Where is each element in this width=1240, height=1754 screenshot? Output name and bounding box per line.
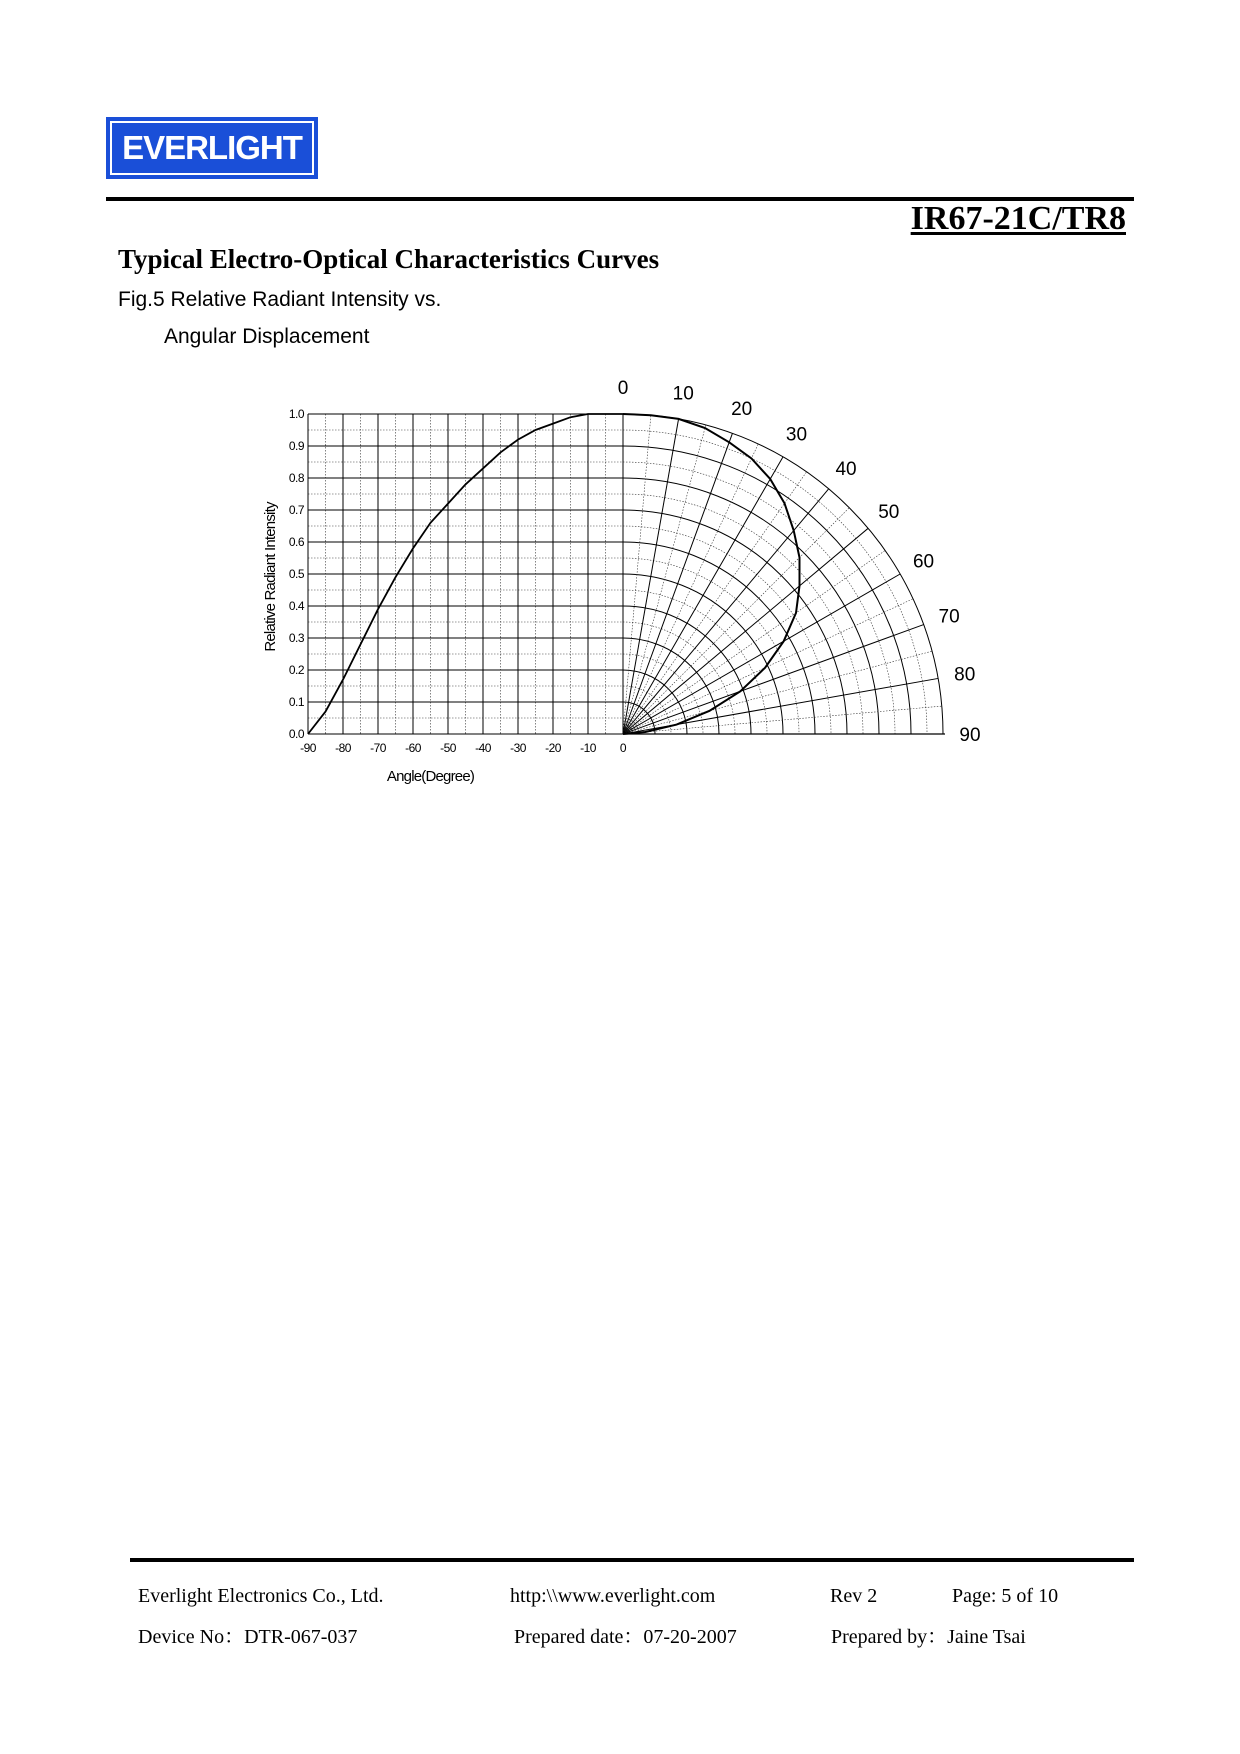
logo-text: EVERLIGHT bbox=[110, 121, 314, 175]
polar-angle-label: 40 bbox=[835, 459, 857, 481]
footer-url[interactable]: http:\\www.everlight.com bbox=[510, 1585, 716, 1607]
polar-angle-label: 70 bbox=[938, 606, 960, 628]
polar-angle-label: 50 bbox=[878, 501, 900, 523]
x-tick-label: -90 bbox=[300, 741, 316, 755]
y-tick-label: 0.9 bbox=[288, 439, 304, 453]
polar-angle-label: 10 bbox=[672, 383, 694, 405]
y-tick-label: 0.2 bbox=[288, 663, 304, 677]
polar-radial bbox=[623, 415, 651, 734]
footer-company: Everlight Electronics Co., Ltd. bbox=[138, 1585, 384, 1607]
x-tick-label: -50 bbox=[440, 741, 456, 755]
polar-grid bbox=[623, 414, 945, 734]
x-tick-label: -80 bbox=[335, 741, 351, 755]
everlight-logo bbox=[106, 117, 318, 179]
x-tick-label: -30 bbox=[510, 741, 526, 755]
x-tick-label: -70 bbox=[370, 741, 386, 755]
figure-caption-line2: Angular Displacement bbox=[164, 325, 370, 348]
figure-caption-line1: Fig.5 Relative Radiant Intensity vs. bbox=[118, 288, 442, 311]
y-tick-label: 0.8 bbox=[288, 471, 304, 485]
polar-angle-label: 0 bbox=[617, 378, 629, 399]
y-tick-label: 0.0 bbox=[288, 727, 304, 741]
footer-page: Page: 5 of 10 bbox=[952, 1585, 1059, 1607]
x-tick-label: 0 bbox=[619, 741, 627, 755]
y-tick-label: 0.1 bbox=[288, 695, 304, 709]
footer-device-no: Device No：DTR-067-037 bbox=[138, 1626, 358, 1648]
polar-angle-label: 90 bbox=[959, 725, 981, 746]
chart-labels bbox=[262, 378, 981, 785]
polar-intensity-curve bbox=[623, 414, 800, 734]
y-tick-label: 0.5 bbox=[288, 567, 304, 581]
part-number: IR67-21C/TR8 bbox=[910, 200, 1126, 237]
polar-radial bbox=[623, 425, 706, 734]
polar-angle-label: 20 bbox=[731, 398, 753, 420]
polar-angle-label: 80 bbox=[954, 664, 976, 686]
y-tick-label: 1.0 bbox=[288, 407, 304, 421]
x-axis-title: Angle(Degree) bbox=[386, 768, 475, 785]
footer-rev: Rev 2 bbox=[830, 1585, 878, 1607]
polar-radial bbox=[623, 651, 932, 734]
footer-rule bbox=[130, 1558, 1134, 1562]
section-title: Typical Electro-Optical Characteristics Curves bbox=[118, 244, 660, 274]
polar-angle-label: 30 bbox=[785, 424, 808, 446]
x-tick-label: -20 bbox=[545, 741, 561, 755]
radiation-pattern-chart bbox=[240, 370, 1000, 800]
x-tick-label: -40 bbox=[475, 741, 491, 755]
footer-prepared-date: Prepared date：07-20-2007 bbox=[514, 1626, 737, 1648]
x-tick-label: -10 bbox=[580, 741, 596, 755]
y-tick-label: 0.4 bbox=[288, 599, 304, 613]
y-tick-label: 0.6 bbox=[288, 535, 304, 549]
y-tick-label: 0.7 bbox=[288, 503, 304, 517]
polar-angle-label: 60 bbox=[912, 551, 935, 573]
y-axis-title: Relative Radiant Intensity bbox=[262, 502, 279, 652]
polar-radial bbox=[623, 706, 942, 734]
chart-grid bbox=[308, 414, 623, 734]
footer-prepared-by: Prepared by：Jaine Tsai bbox=[831, 1626, 1026, 1648]
x-tick-label: -60 bbox=[405, 741, 421, 755]
y-tick-label: 0.3 bbox=[288, 631, 304, 645]
